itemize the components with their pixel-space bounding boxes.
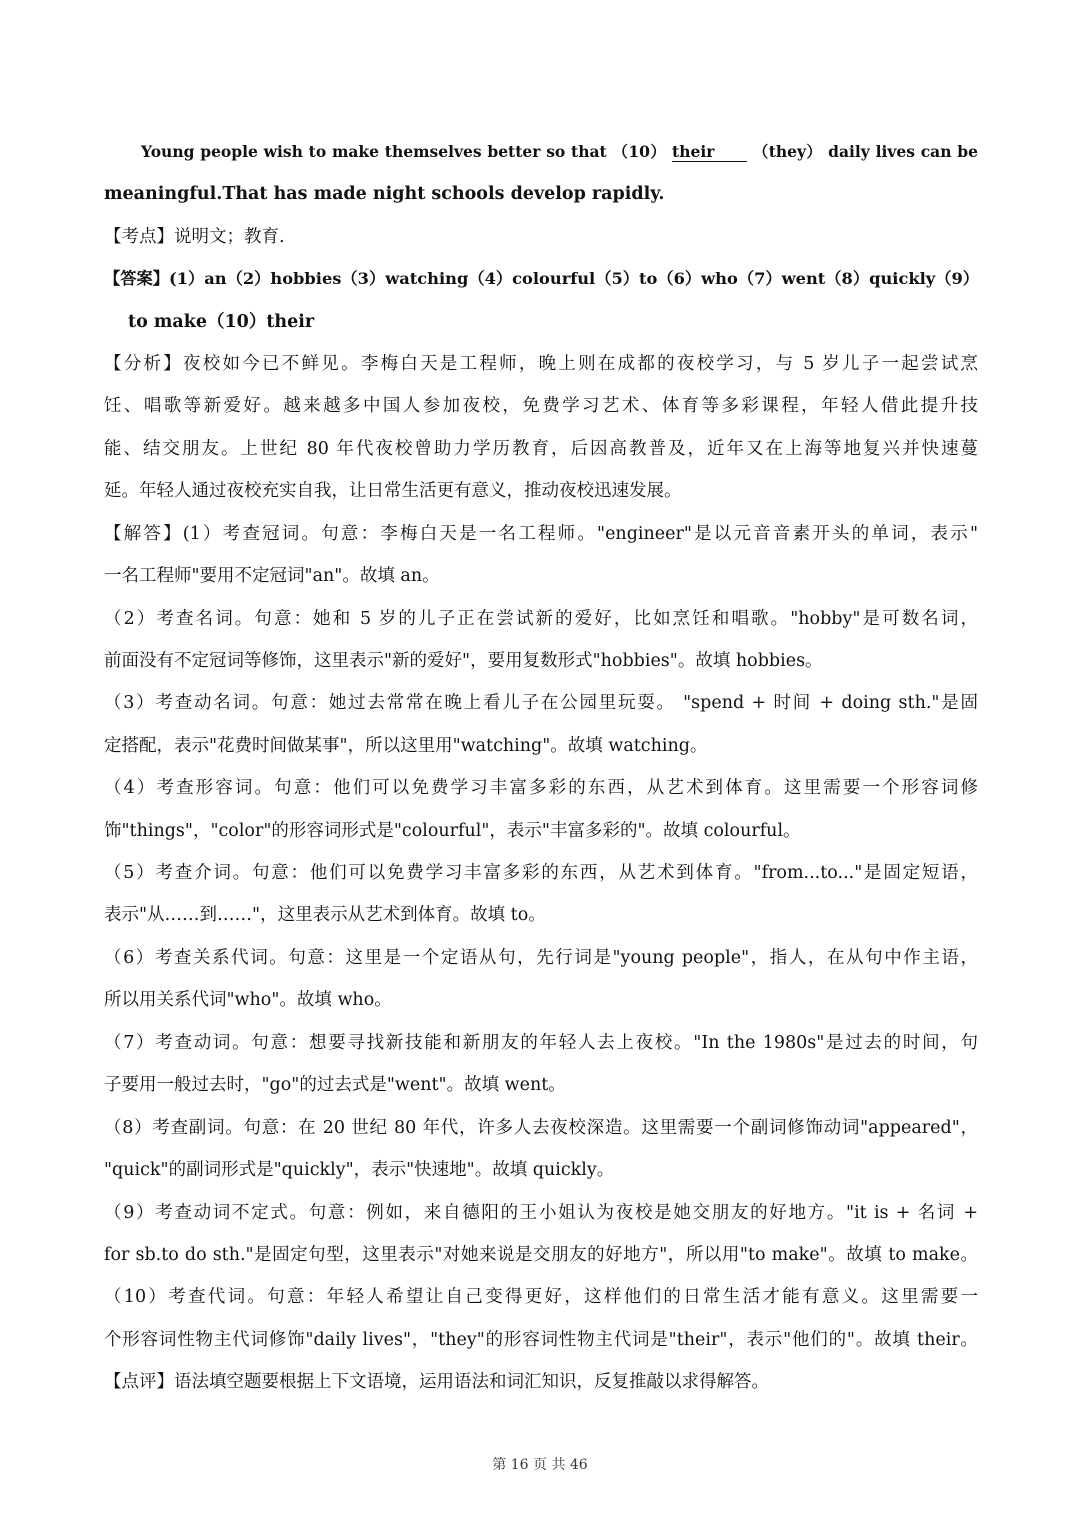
kaodian-line: 【考点】说明文；教育. — [104, 227, 285, 247]
passage-pre: Young people wish to make themselves better so that （10） — [141, 142, 667, 161]
solution-line-15: （8）考查副词。句意：在 20 世纪 80 年代，许多人去夜校深造。这里需要一个副词修饰动词"appeared"， — [104, 1118, 978, 1138]
answer-blank: their — [672, 143, 747, 162]
passage-line-1 — [141, 141, 978, 163]
solution-line-11: （6）考查关系代词。句意：这里是一个定语从句，先行词是"young people"，指人，在从句中作主语， — [104, 948, 978, 968]
solution-line-1: 【解答】(1）考查冠词。句意：李梅白天是一名工程师。"engineer"是以元音音素开头的单词，表示" — [104, 524, 978, 544]
solution-line-16: "quick"的副词形式是"quickly"，表示"快速地"。故填 quickly。 — [104, 1160, 615, 1180]
passage-line-2: meaningful.That has made night schools develop rapidly. — [104, 184, 665, 204]
solution-line-19: （10）考查代词。句意：年轻人希望让自己变得更好，这样他们的日常生活才能有意义。这里需要一 — [104, 1287, 978, 1307]
solution-line-17: （9）考查动词不定式。句意：例如，来自德阳的王小姐认为夜校是她交朋友的好地方。"it is + 名词 + — [104, 1203, 978, 1223]
analysis-line-2: 饪、唱歌等新爱好。越来越多中国人参加夜校，免费学习艺术、体育等多彩课程，年轻人借此提升技 — [104, 396, 978, 416]
solution-line-3: （2）考查名词。句意：她和 5 岁的儿子正在尝试新的爱好，比如烹饪和唱歌。"hobby"是可数名词， — [104, 609, 978, 629]
analysis-line-1: 【分析】夜校如今已不鲜见。李梅白天是工程师，晚上则在成都的夜校学习，与 5 岁儿子一起尝试烹 — [104, 354, 978, 374]
solution-line-13: （7）考查动词。句意：想要寻找新技能和新朋友的年轻人去上夜校。"In the 1980s"是过去的时间，句 — [104, 1033, 978, 1053]
passage-post: （they） daily lives can be — [752, 142, 978, 161]
solution-line-4: 前面没有不定冠词等修饰，这里表示"新的爱好"，要用复数形式"hobbies"。故填 hobbies。 — [104, 651, 823, 671]
page-footer: 第 16 页 共 46 — [492, 1457, 588, 1473]
solution-line-7: （4）考查形容词。句意：他们可以免费学习丰富多彩的东西，从艺术到体育。这里需要一个形容词修 — [104, 778, 978, 798]
analysis-line-3: 能、结交朋友。上世纪 80 年代夜校曾助力学历教育，后因高教普及，近年又在上海等地复兴并快速蔓 — [104, 439, 978, 459]
solution-line-20: 个形容词性物主代词修饰"daily lives"，"they"的形容词性物主代词是"their"，表示"他们的"。故填 their。 — [104, 1330, 978, 1350]
solution-line-14: 子要用一般过去时，"go"的过去式是"went"。故填 went。 — [104, 1075, 566, 1095]
solution-line-5: （3）考查动名词。句意：她过去常常在晚上看儿子在公园里玩耍。 "spend + 时间 + doing sth."是固 — [104, 693, 978, 713]
analysis-line-4: 延。年轻人通过夜校充实自我，让日常生活更有意义，推动夜校迅速发展。 — [104, 481, 682, 501]
solution-line-6: 定搭配，表示"花费时间做某事"，所以这里用"watching"。故填 watching。 — [104, 736, 708, 756]
solution-line-2: 一名工程师"要用不定冠词"an"。故填 an。 — [104, 566, 440, 586]
comment-line: 【点评】语法填空题要根据上下文语境，运用语法和词汇知识，反复推敲以求得解答。 — [104, 1372, 769, 1392]
solution-line-18: for sb.to do sth."是固定句型，这里表示"对她来说是交朋友的好地方"，所以用"to make"。故填 to make。 — [104, 1245, 978, 1265]
solution-line-9: （5）考查介词。句意：他们可以免费学习丰富多彩的东西，从艺术到体育。"from...to..."是固定短语， — [104, 863, 978, 883]
answer-line-1: 【答案】(1）an（2）hobbies（3）watching（4）colourful（5）to（6）who（7）went（8）quickly（9） — [104, 269, 980, 288]
solution-line-12: 所以用关系代词"who"。故填 who。 — [104, 990, 392, 1010]
solution-line-8: 饰"things"，"color"的形容词形式是"colourful"，表示"丰富多彩的"。故填 colourful。 — [104, 821, 801, 841]
solution-line-10: 表示"从……到……"，这里表示从艺术到体育。故填 to。 — [104, 905, 546, 925]
answer-line-2: to make（10）their — [128, 312, 315, 332]
